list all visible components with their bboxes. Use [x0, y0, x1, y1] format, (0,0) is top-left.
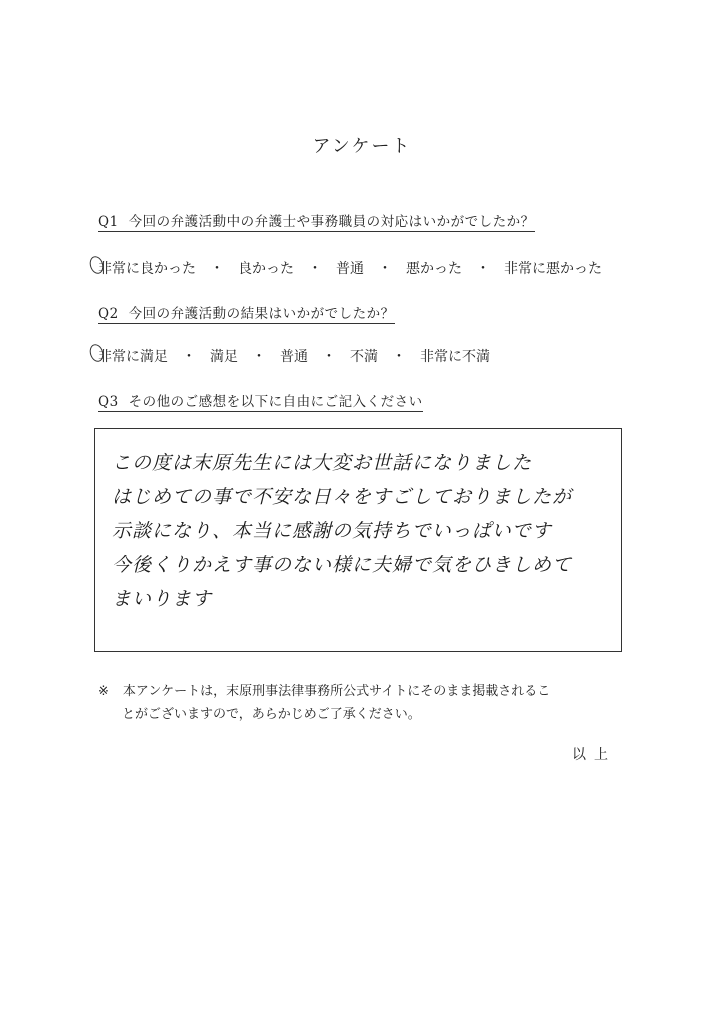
- handwritten-line-1: この度は末原先生には大変お世話になりました: [112, 452, 533, 474]
- question-3: [98, 390, 423, 410]
- question-1: [98, 210, 535, 230]
- q2-option-4[interactable]: 不満: [350, 349, 378, 365]
- handwritten-line-2: はじめての事で不安な日々をすごしておりましたが: [112, 486, 573, 508]
- note-mark: ※: [98, 684, 109, 699]
- closing-mark: 以上: [572, 747, 616, 763]
- question-1-text: 今回の弁護活動中の弁護士や事務職員の対応はいかがでしたか？: [128, 214, 535, 230]
- separator: ・: [210, 261, 224, 277]
- q1-option-4[interactable]: 悪かった: [406, 261, 462, 277]
- survey-title: アンケート: [312, 136, 412, 157]
- q1-option-1[interactable]: 非常に良かった: [98, 261, 196, 277]
- separator: ・: [378, 261, 392, 277]
- separator: ・: [476, 261, 490, 277]
- question-2-text: 今回の弁護活動の結果はいかがでしたか？: [128, 306, 395, 322]
- disclaimer-note: [98, 680, 628, 726]
- question-3-text: その他のご感想を以下に自由にご記入ください: [128, 394, 423, 410]
- separator: ・: [252, 349, 266, 365]
- q1-option-3[interactable]: 普通: [336, 261, 364, 277]
- note-line-2: とがございますので，あらかじめご了承ください。: [122, 707, 421, 722]
- separator: ・: [182, 349, 196, 365]
- q2-option-3[interactable]: 普通: [280, 349, 308, 365]
- note-line-1: 本アンケートは，末原刑事法律事務所公式サイトにそのまま掲載されるこ: [122, 684, 551, 699]
- q1-option-5[interactable]: 非常に悪かった: [504, 261, 602, 277]
- handwritten-line-3: 示談になり、本当に感謝の気持ちでいっぱいです: [112, 520, 552, 542]
- separator: ・: [392, 349, 406, 365]
- q2-option-5[interactable]: 非常に不満: [420, 349, 490, 365]
- handwritten-line-4: 今後くりかえす事のない様に夫婦で気をひきしめて: [112, 554, 573, 576]
- q2-option-2[interactable]: 満足: [210, 349, 238, 365]
- question-1-options: [98, 258, 602, 278]
- separator: ・: [322, 349, 336, 365]
- q2-option-1[interactable]: 非常に満足: [98, 349, 168, 365]
- question-3-number: Q3: [98, 394, 119, 410]
- question-2-options: [98, 346, 490, 366]
- q1-option-2[interactable]: 良かった: [238, 261, 294, 277]
- handwritten-line-5: まいります: [112, 588, 213, 610]
- question-2-number: Q2: [98, 306, 119, 322]
- question-1-number: Q1: [98, 214, 119, 230]
- separator: ・: [308, 261, 322, 277]
- question-2: [98, 302, 395, 322]
